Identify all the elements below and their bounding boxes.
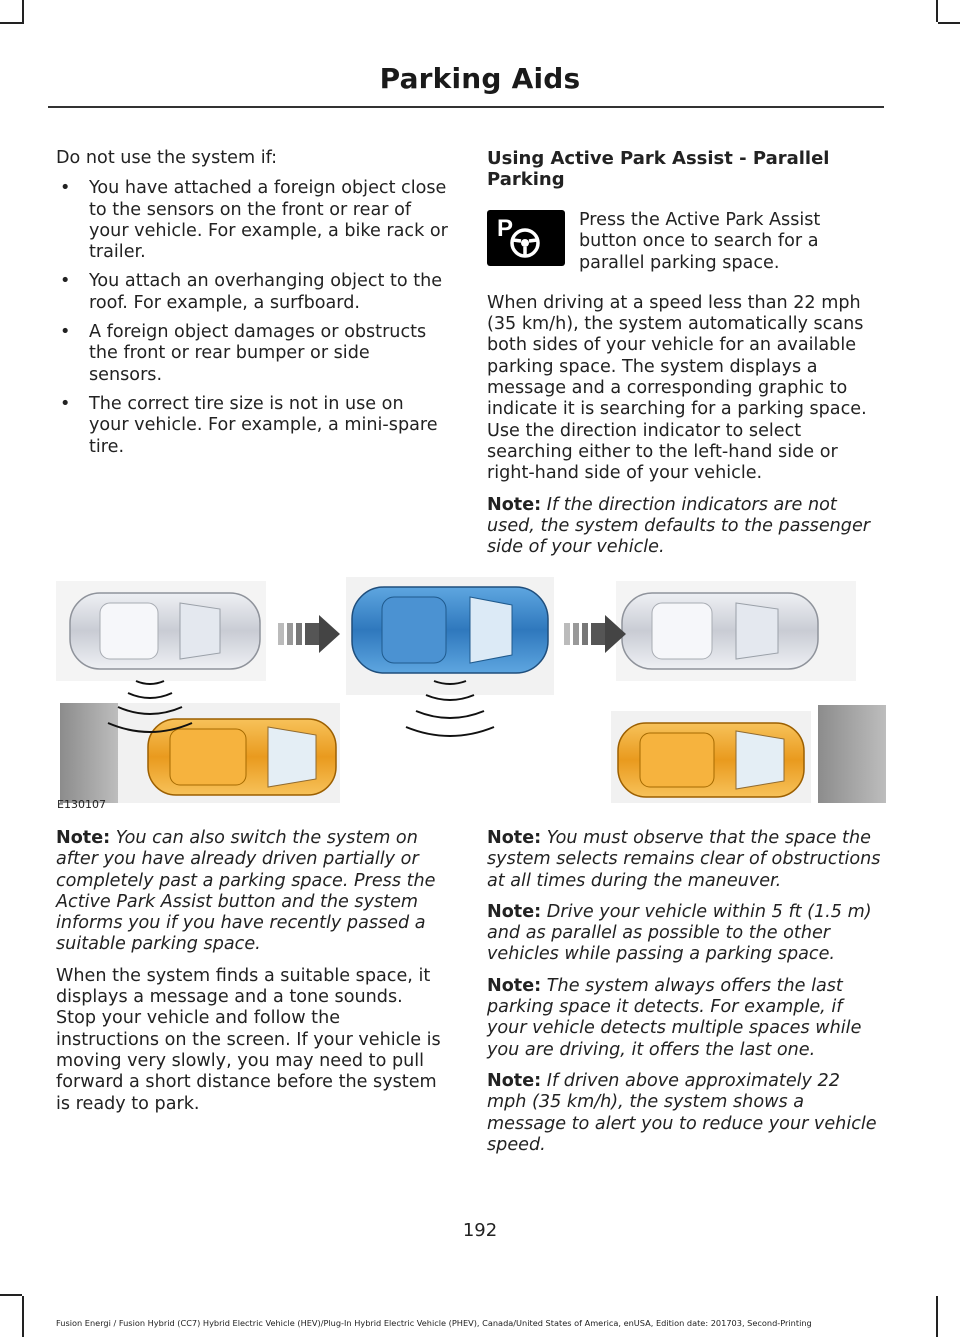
page-title: Parking Aids xyxy=(379,62,581,95)
icon-row xyxy=(487,210,881,274)
note xyxy=(487,902,881,966)
silver-car xyxy=(622,593,818,669)
blue-car xyxy=(352,587,548,673)
list-item xyxy=(56,322,448,386)
note-label: Note: xyxy=(487,494,542,515)
header-divider xyxy=(48,106,884,108)
list-item-text: You attach an overhanging object to the roof. For example, a surfboard. xyxy=(89,271,443,313)
parking-illustration xyxy=(56,575,886,803)
bullet-dot: • xyxy=(60,178,71,199)
bullet-dot: • xyxy=(60,271,71,292)
crop-mark xyxy=(22,0,24,22)
list-item xyxy=(56,178,448,263)
right-column xyxy=(487,148,881,568)
crop-mark xyxy=(0,22,24,24)
arrow-right-icon xyxy=(278,615,340,653)
list-item-text: You have attached a foreign object close to the sensors on the front or rear of your vehicle. For example, a bike rack or trailer. xyxy=(89,178,448,263)
list-item-text: The correct tire size is not in use on your vehicle. For example, a mini-spare tire. xyxy=(89,393,438,457)
page-number: 192 xyxy=(462,1220,498,1241)
list-item xyxy=(56,394,448,458)
bottom-left-column xyxy=(56,828,448,1125)
note xyxy=(487,976,881,1061)
note-label: Note: xyxy=(56,828,111,848)
list-item-text: A foreign object damages or obstructs the front or rear bumper or side sensors. xyxy=(89,322,427,385)
note xyxy=(487,1071,881,1156)
crop-mark xyxy=(936,1296,938,1337)
note-label: Note: xyxy=(487,975,542,996)
note-label: Note: xyxy=(487,1070,542,1091)
curb-right xyxy=(818,705,886,803)
figure-code: E130107 xyxy=(57,798,106,811)
footer-text: Fusion Energi / Fusion Hybrid (CC7) Hybrid Electric Vehicle (HEV)/Plug-In Hybrid Electric Vehicle (PHEV), Canada/United States of America, enUSA, Edition date: 201703, Second-Printing xyxy=(56,1318,812,1328)
bullet-dot: • xyxy=(60,393,71,414)
note xyxy=(487,495,881,559)
body-paragraph: When the system finds a suitable space, it displays a message and a tone sounds. Stop your vehicle and follow the instructions on the screen. If your vehicle is moving very slowly, you may need to pull forward a short distance before the system is ready to park. xyxy=(56,965,441,1114)
section-heading: Using Active Park Assist - Parallel Parking xyxy=(487,148,830,190)
note-label: Note: xyxy=(487,828,542,848)
body-paragraph: When driving at a speed less than 22 mph (35 km/h), the system automatically scans both sides of your vehicle for an available parking space. The system displays a message and a corresponding graphic to indicate it is searching for a parking space. Use the direction indicator to select searching either to the left-hand side or right-hand side of your vehicle. xyxy=(487,292,867,484)
svg-text:P: P xyxy=(497,215,514,242)
note xyxy=(56,828,448,956)
orange-car xyxy=(618,723,804,797)
orange-car xyxy=(148,719,336,795)
note-text: Drive your vehicle within 5 ft (1.5 m) and as parallel as possible to the other vehicles while passing a parking space. xyxy=(487,901,872,965)
crop-mark xyxy=(938,22,960,24)
note-text: You can also switch the system on after you have already driven partially or completely past a parking space. Press the Active Park Assist button and the system informs you if you have recently passed a suitable parking space. xyxy=(56,828,436,955)
intro-text: Do not use the system if: xyxy=(56,148,278,168)
bullet-list xyxy=(56,178,448,458)
bottom-right-column xyxy=(487,828,881,1166)
crop-mark xyxy=(936,0,938,22)
crop-mark xyxy=(0,1294,22,1296)
active-park-assist-icon xyxy=(487,210,565,266)
note-text: If driven above approximately 22 mph (35 km/h), the system shows a message to alert you to reduce your vehicle speed. xyxy=(487,1070,877,1155)
left-column xyxy=(56,148,448,466)
crop-mark xyxy=(22,1296,24,1337)
bullet-dot: • xyxy=(60,322,71,343)
list-item xyxy=(56,271,448,314)
silver-car xyxy=(70,593,260,669)
note-text: You must observe that the space the system selects remains clear of obstructions at all times during the maneuver. xyxy=(487,828,881,891)
note-text: If the direction indicators are not used, the system defaults to the passenger side of your vehicle. xyxy=(487,494,871,558)
note-label: Note: xyxy=(487,901,542,922)
icon-description: Press the Active Park Assist button once to search for a parallel parking space. xyxy=(579,210,821,273)
curb-left xyxy=(60,703,118,803)
note-text: The system always offers the last parking space it detects. For example, if your vehicle detects multiple spaces while you are driving, it offers the last one. xyxy=(487,975,862,1060)
note xyxy=(487,828,881,892)
